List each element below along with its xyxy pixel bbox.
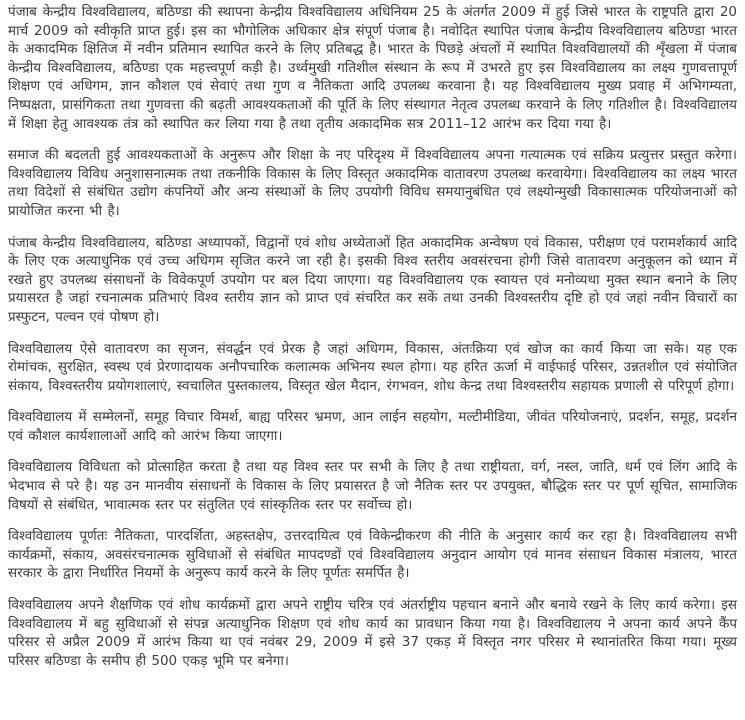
- paragraph-campus-history: विश्वविद्यालय अपने शैक्षणिक एवं शोध कार्यक्रमों द्वारा अपने राष्ट्रीय चरित्र एवं अंतर्राष्ट्रीय पहचान बनाने और बनाये रखने के लिए कार्य करेगा। इस विश्वविद्यालय में बहु सुविधाओं से संपन्न अत्याधुनिक शिक्षण एवं शोध कार्य का प्रावधान किया गया है। विश्वविद्यालय ने अपना कार्य अपने कैंप परिसर से अप्रैल 2009 में आरंभ किया था एवं नवंबर 29, 2009 में इसे 37 एकड़ में विस्तृत नगर परिसर मे स्थानांतरित किया गया। मूख्य परिसर बठिण्डा के समीप ही 500 एकड़ भूमि पर बनेगा।: [8, 597, 737, 669]
- paragraph-diversity: विश्वविद्यालय विविधता को प्रोत्साहित करता है तथा यह विश्व स्तर पर सभी के लिए है तथा राष्ट्रीयता, वर्ग, नस्ल, जाति, धर्म एवं लिंग आदि के भेदभाव से परे है। यह उन मानवीय संसाधनों के विकास के लिए प्रयासरत है जो नैतिक स्तर पर उपयुक्त, बौद्धिक स्तर पर पूर्ण सूचित, सामाजिक विषयों से संबंधित, भावात्मक स्तर पर संतुलित एवं सांस्कृतिक स्तर पर सर्वोच्च हो।: [8, 459, 737, 513]
- paragraph-policy-compliance: विश्वविद्यालय पूर्णतः नैतिकता, पारदर्शिता, अहस्तक्षेप, उत्तरदायित्व एवं विकेन्द्रीकरण की नीति के अनुसार कार्य कर रहा है। विश्वविद्यालय सभी कार्यक्रमों, संकाय, अवसंरचनात्मक सुविधाओं से संबंधित मापदण्डों एवं विश्वविद्यालय अनुदान आयोग एवं मानव संसाधन विकास मंत्रालय, भारत सरकार के द्वारा निर्धारित नियमों के अनुरूप कार्य करने के लिए पूर्णतः समर्पित है।: [8, 528, 737, 582]
- paragraph-establishment: पंजाब केन्द्रीय विश्वविद्यालय, बठिण्डा की स्थापना केन्द्रीय विश्वविद्यालय अधिनियम 25 के अंतर्गत 2009 में हुई जिसे भारत के राष्ट्रपति द्वारा 20 मार्च 2009 को स्वीकृति प्राप्त हुई। इस का भौगोलिक अधिकार क्षेत्र संपूर्ण पंजाब है। नवोदित स्थापित पंजाब केन्द्रीय विश्वविद्यालय बठिण्डा भारत के अकादमिक क्षितिज में नवीन प्रतिमान स्थापित करने के लिए प्रतिबद्ध है। भारत के पिछड़े अंचलों में स्थापित विश्वविद्यालयों की शृँखला में पंजाब केन्द्रीय विश्वविद्यालय, बठिण्डा एक महत्त्वपूर्ण कड़ी है। उर्ध्वमुखी गतिशील संस्थान के रूप में उभरते हुए इस विश्वविद्यालय का लक्ष्य गुणवत्तापूर्ण शिक्षण एवं अधिगम, ज्ञान कौशल एवं सेवाएं तथा गुण व नैतिकता आदि उपलब्ध करवाना है। यह विश्वविद्यालय मुख्य प्रवाह में अभिगम्यता, निष्पक्षता, प्रासंगिकता तथा गुणवत्ता की बढ़ती आवश्यकताओं की पूर्ति के लिए संस्थागत नेतृत्व उपलब्ध करवाने के लिए गतिशील है। विश्वविद्यालय में शिक्षा हेतु आवश्यक तंत्र को स्थापित कर लिया गया है तथा तृतीय अकादमिक सत्र 2011–12 आरंभ कर दिया गया है।: [8, 4, 737, 132]
- paragraph-research-infrastructure: पंजाब केन्द्रीय विश्वविद्यालय, बठिण्डा अध्यापकों, विद्वानों एवं शोध अध्येताओं हित अकादमिक अन्वेषण एवं विकास, परीक्षण एवं परामर्शकार्य आदि के लिए एक अत्याधुनिक एवं उच्च अधिगम सृजित करने जा रही है। इसकी विश्व स्तरीय अवसंरचना होगी जिसे वातावरण अनुकूलन को ध्यान में रखते हुए उपलब्ध संसाधनों के विवेकपूर्ण उपयोग पर बल दिया जाएगा। यह विश्वविद्यालय एक स्वायत्त एवं मनोव्यथा मुक्त स्थान बनाने के लिए प्रयासरत है जहां रचनात्मक प्रतिभाएं विश्व स्तरीय ज्ञान को प्राप्त एवं संचरित कर सकें तथा उनकी विश्वस्तरीय दृष्टि हो एवं जहां नवीन विचारों का प्रस्फुटन, पल्वन एवं पोषण हो।: [8, 234, 737, 325]
- paragraph-society-response: समाज की बदलती हुई आवश्यकताओं के अनुरूप और शिक्षा के नए परिदृश्य में विश्वविद्यालय अपना गत्यात्मक एवं सक्रिय प्रत्युत्तर प्रस्तुत करेगा। विश्वविद्यालय विविध अनुशासनात्मक तथा तकनीकि विकास के लिए विस्तृत अकादमिक वातावरण उपलब्ध करवायेगा। विश्वविद्यालय का लक्ष्य भारत तथा विदेशों से संबंधित उद्योग कंपनियों और अन्य संस्थाओं के लिए उपयोगी विविध समयानुबंधित एवं लक्ष्योन्मुखी विकासात्मक परियोजनाओं को प्रायोजित करना भी है।: [8, 147, 737, 219]
- paragraph-activities: विश्वविद्यालय में सम्मेलनों, समूह विचार विमर्श, बाह्य परिसर भ्रमण, आन लाईन सहयोग, मल्टीमीडिया, जीवंत परियोजनाएं, प्रदर्शन, समूह, प्रदर्शन एवं कौशल कार्यशालाओं आदि को आरंभ किया जाएगा।: [8, 409, 737, 444]
- paragraph-environment-facilities: विश्वविद्यालय ऐसे वातावरण का सृजन, संवर्द्धन एवं प्रेरक है जहां अधिगम, विकास, अंतःक्रिया एवं खोज का कार्य किया जा सके। यह एक रोमांचक, सुरक्षित, स्वस्थ एवं प्रेरणादायक अनौपचारिक कलात्मक अभिनय स्थल होगा। यह हरित ऊर्जा में वाईफाई परिसर, उन्नतशील एवं संयोजित संकाय, विश्वस्तरीय प्रयोगशालाएं, स्वचालित पुस्तकालय, विस्तृत खेल मैदान, रंगभवन, शोध केन्द्र तथा विश्वस्तरीय सहायक प्रणाली से परिपूर्ण होगा।: [8, 340, 737, 394]
